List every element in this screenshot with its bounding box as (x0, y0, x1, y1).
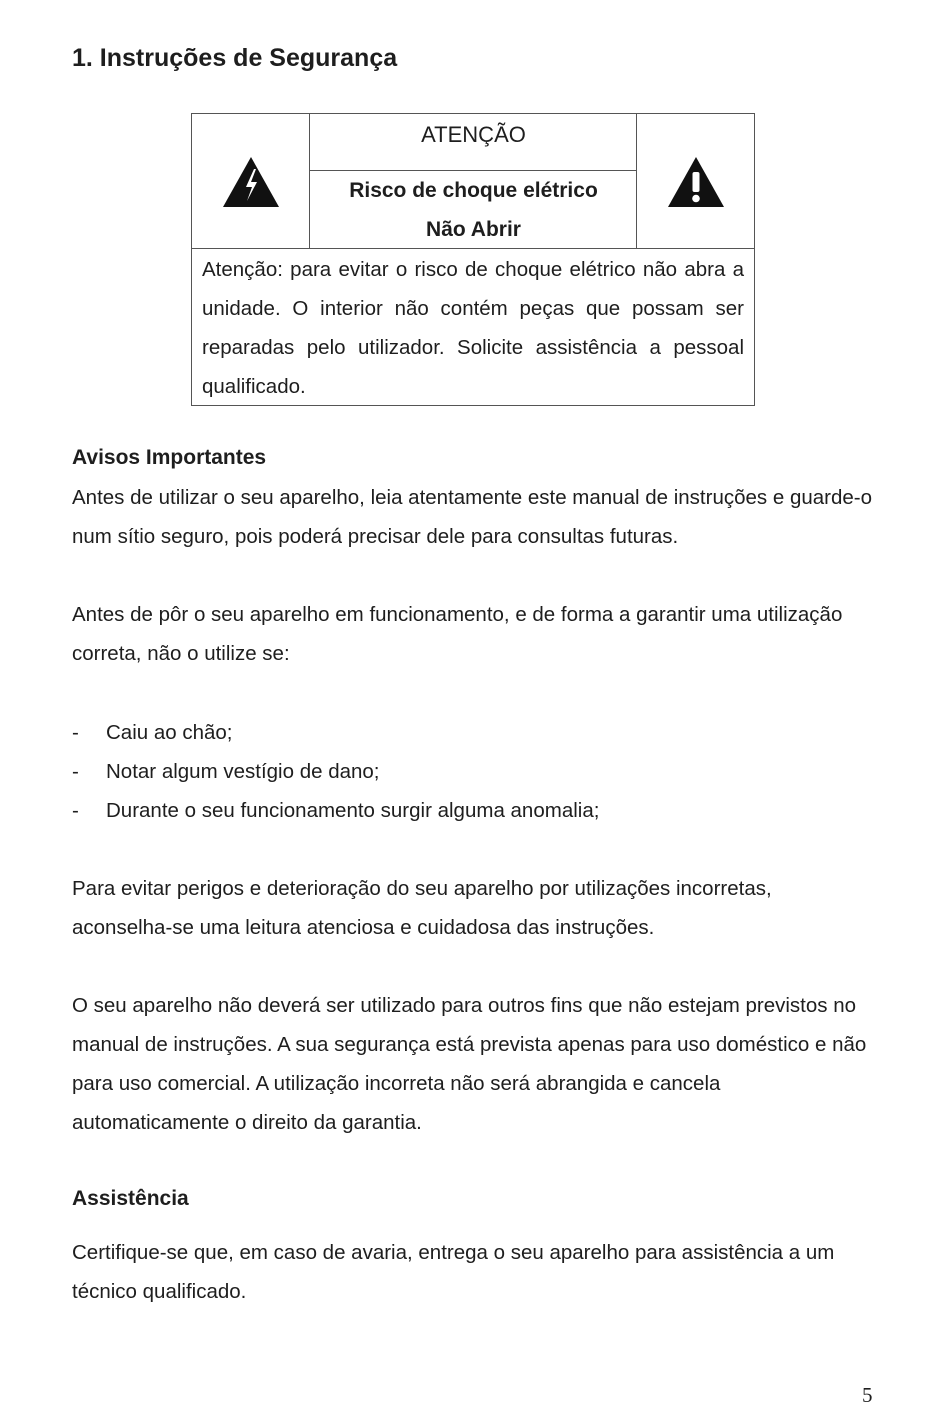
conditions-list (72, 713, 872, 830)
lightning-warning-icon (192, 114, 309, 249)
avisos-heading: Avisos Importantes (72, 446, 267, 469)
section-title: 1. Instruções de Segurança (72, 44, 398, 72)
avisos-paragraph-1: Antes de utilizar o seu aparelho, leia atentamente este manual de instruções e guarde-o num sítio seguro, pois poderá precisar dele para consultas futuras. (72, 486, 873, 548)
warning-risk-label: Risco de choque elétrico (349, 179, 598, 202)
list-item-text: Notar algum vestígio de dano; (106, 760, 380, 783)
warning-box (191, 113, 755, 406)
exclamation-warning-icon (637, 114, 754, 249)
warning-do-not-open: Não Abrir (426, 218, 521, 241)
list-bullet: - (72, 799, 79, 822)
assistencia-heading: Assistência (72, 1187, 189, 1210)
warning-risk (310, 171, 637, 249)
list-bullet: - (72, 760, 79, 783)
list-item (72, 713, 872, 752)
warning-text: Atenção: para evitar o risco de choque elétrico não abra a unidade. O interior não contém peças que possam ser reparadas pelo utilizador. Solicite assistência a pessoal qualificado. (202, 258, 744, 398)
list-item-text: Durante o seu funcionamento surgir alguma anomalia; (106, 799, 600, 822)
list-item (72, 752, 872, 791)
list-item (72, 791, 872, 830)
assistencia-paragraph: Certifique-se que, em caso de avaria, entrega o seu aparelho para assistência a um técnico qualificado. (72, 1241, 835, 1303)
list-item-text: Caiu ao chão; (106, 721, 233, 744)
list-bullet: - (72, 721, 79, 744)
avisos-paragraph-2: Antes de pôr o seu aparelho em funcionamento, e de forma a garantir uma utilização correta, não o utilize se: (72, 603, 843, 665)
warning-heading: ATENÇÃO (421, 122, 526, 147)
avisos-paragraph-4: O seu aparelho não deverá ser utilizado para outros fins que não estejam previstos no manual de instruções. A sua segurança está prevista apenas para uso doméstico e não para uso comercial. A utilização incorreta não será abrangida e cancela automaticamente o direito da garantia. (72, 994, 867, 1134)
avisos-paragraph-3: Para evitar perigos e deterioração do seu aparelho por utilizações incorretas, aconselha-se uma leitura atenciosa e cuidadosa das instruções. (72, 877, 772, 939)
page-number: 5 (862, 1383, 873, 1407)
